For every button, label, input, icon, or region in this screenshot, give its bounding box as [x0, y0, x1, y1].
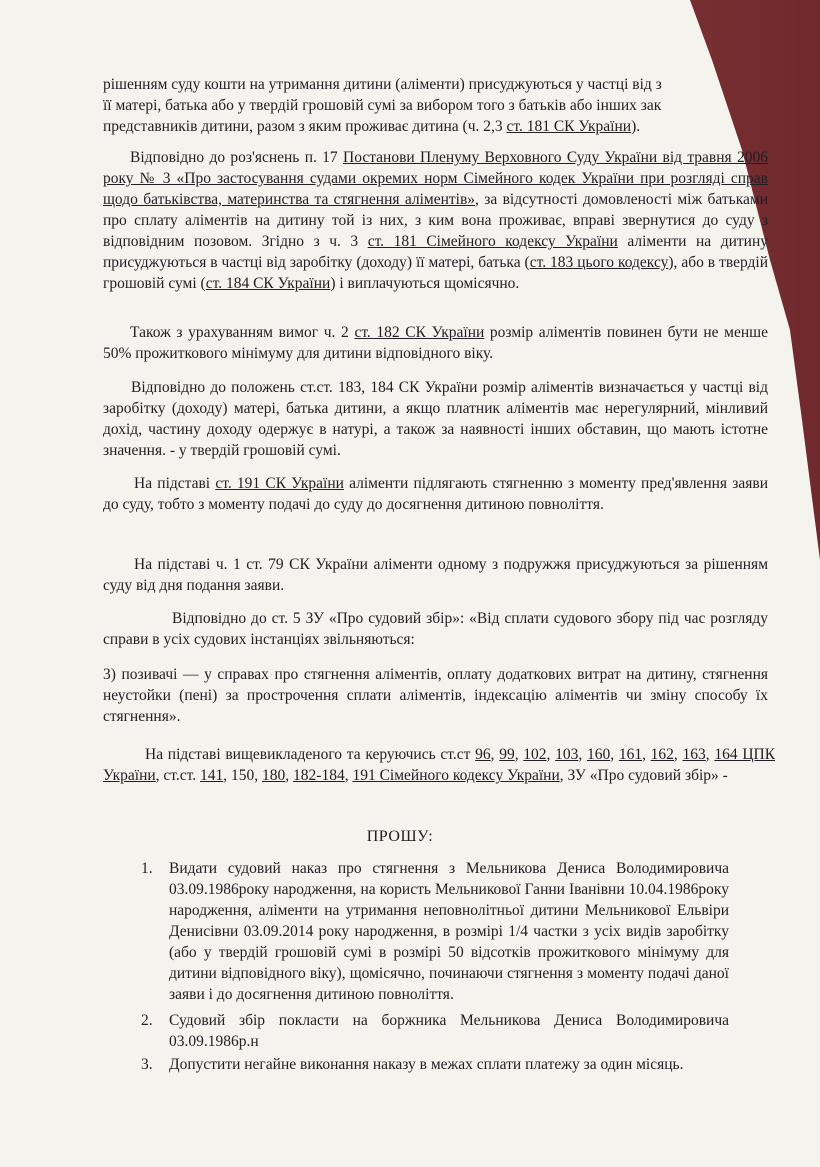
paragraph-text: Відповідно до ст. 5 ЗУ «Про судовий збір»: «Від сплати судового збору під час розгляду справи в усіх судових інстанціях звільняються:: [103, 610, 768, 648]
legal-reference-link: 102: [523, 746, 547, 763]
paragraph-5: [103, 473, 768, 515]
paragraph-1: [103, 74, 820, 137]
list-number: 3.: [141, 1056, 153, 1073]
paragraph-text: , ст.ст.: [155, 767, 201, 784]
paragraph-text: ,: [578, 746, 587, 763]
paragraph-text: ,: [610, 746, 619, 763]
list-item: [141, 1010, 729, 1052]
paragraph-text: ,: [673, 746, 683, 763]
paragraph-text: представників дитини, разом з яким проживає дитина (ч. 2,3: [103, 118, 507, 135]
paragraph-text: , 150,: [223, 767, 263, 784]
paragraph-text: Відповідно до положень ст.ст. 183, 184 СК України розмір аліментів визначається у частці від заробітку (доходу) матері, батька дитини, а якщо платник аліментів має нерегулярний, мінливий дохід, частину доходу одержує в натурі, а також за наявності інших обставин, що мають істотне значення. - у твердій грошовій сумі.: [103, 379, 768, 459]
legal-reference-link: 164 ЦПК України: [103, 746, 776, 784]
legal-reference-link: 191 Сімейного кодексу України: [352, 767, 560, 784]
paragraph-text: На підставі вищевикладеного та керуючись ст.ст: [145, 746, 476, 763]
paragraph-7: [103, 608, 768, 650]
list-item: [141, 858, 729, 1005]
paragraph-9: [103, 744, 775, 786]
paragraph-text: ,: [546, 746, 556, 763]
legal-reference-link: 141: [200, 767, 224, 784]
list-number: 1.: [141, 860, 153, 877]
legal-reference-link: ст. 181 Сімейного кодексу України: [367, 233, 618, 250]
legal-reference-link: 163: [682, 746, 706, 763]
legal-reference-link: ст. 181 СК України: [506, 118, 632, 135]
legal-reference-link: 160: [586, 746, 611, 763]
paragraph-text: ) і виплачуються щомісячно.: [330, 275, 520, 292]
paragraph-text: ).: [631, 118, 641, 135]
paragraph-text: розмір аліментів повинен бути не менше 50% прожиткового мінімуму для дитини відповідного віку.: [103, 324, 768, 362]
list-item: [141, 1054, 749, 1075]
legal-reference-link: 96: [475, 746, 491, 763]
paragraph-4: [103, 377, 768, 461]
paragraph-text: ,: [285, 767, 294, 784]
legal-reference-link: 99: [499, 746, 515, 763]
paragraph-text: Також з урахуванням вимог ч. 2: [130, 324, 355, 341]
list-text: Судовий збір покласти на боржника Мельникова Дениса Володимировича 03.09.1986р.н: [169, 1012, 729, 1050]
paragraph-text: ,: [642, 746, 651, 763]
paragraph-text: На підставі ч. 1 ст. 79 СК України аліменти одному з подружжя присуджуються за рішенням суду від дня подання заяви.: [103, 556, 768, 594]
paragraph-text: Відповідно до роз'яснень п. 17: [130, 149, 343, 166]
list-number: 2.: [141, 1012, 153, 1029]
list-text: Допустити негайне виконання наказу в межах сплати платежу за один місяць.: [169, 1056, 684, 1073]
paragraph-text: її матері, батька або у твердій грошовій сумі за вибором того з батьків або інших зак: [103, 97, 662, 114]
legal-reference-link: 162: [650, 746, 674, 763]
legal-reference-link: 180: [262, 767, 286, 784]
paragraph-2: [103, 147, 768, 294]
paragraph-text: , ЗУ «Про судовий збір» -: [559, 767, 728, 784]
paragraph-6: [103, 554, 768, 596]
list-text: Видати судовий наказ про стягнення з Мельникова Дениса Володимировича 03.09.1986року народження, на користь Мельникової Ганни Іванівни 10.04.1986року народження, аліменти на утримання неповнолітньої дитини Мельникової Ельвіри Денисівни 03.09.2014 року народження, в розмірі 1/4 частки з усіх видів заробітку (або у твердій грошовій сумі в розмірі 50 відсотків прожиткового мінімуму для дитини відповідного віку), щомісячно, починаючи стягнення з моменту подачі даної заяви і до досягнення дитиною повноліття.: [169, 860, 729, 1003]
paragraph-text: ), або в твердій грошовій сумі (: [103, 254, 768, 292]
legal-reference-link: 103: [555, 746, 579, 763]
paragraph-3: [103, 322, 768, 364]
legal-reference-link: 182-184: [293, 767, 345, 784]
legal-reference-link: ст. 183 цього кодексу: [529, 254, 669, 271]
paragraph-text: 3) позивачі — у справах про стягнення аліментів, оплату додаткових витрат на дитину, стягнення неустойки (пені) за прострочення сплати аліментів, індексацію аліментів чи зміну способу їх стягнення».: [103, 666, 768, 725]
paragraph-text: ,: [344, 767, 353, 784]
legal-reference-link: ст. 182 СК України: [354, 324, 485, 341]
paragraph-text: ,: [490, 746, 500, 763]
paragraph-text: ,: [514, 746, 524, 763]
paragraph-text: , за відсутності домовленості між батьками про сплату аліментів на дитину той із них, з ким вона проживає, вправі звернутися до суду з відповідним позовом. Згідно з ч. 3: [103, 191, 769, 250]
paragraph-text: аліменти підлягають стягненню з моменту пред'явлення заяви до суду, тобто з моменту подачі до суду до досягнення дитиною повноліття.: [103, 475, 768, 513]
paragraph-text: рішенням суду кошти на утримання дитини (аліменти) присуджуються у частці від з: [103, 76, 662, 93]
legal-reference-link: ст. 191 СК України: [215, 475, 344, 492]
legal-reference-link: ст. 184 СК України: [205, 275, 331, 292]
paragraph-8: [103, 664, 768, 727]
legal-reference-link: 161: [618, 746, 643, 763]
legal-reference-link: Постанови Пленуму Верховного Суду України від травня 2006 року № 3 «Про застосування судами окремих норм Сімейного кодек України при розгляді справ щодо батьківства, материнства та стягнення аліментів»: [103, 149, 768, 208]
paragraph-text: ,: [705, 746, 715, 763]
paragraph-text: На підставі: [134, 475, 216, 492]
paragraph-text: аліменти на дитину присуджуються в частці від заробітку (доходу) її матері, батька (: [103, 233, 768, 271]
request-title: ПРОШУ:: [366, 828, 434, 845]
